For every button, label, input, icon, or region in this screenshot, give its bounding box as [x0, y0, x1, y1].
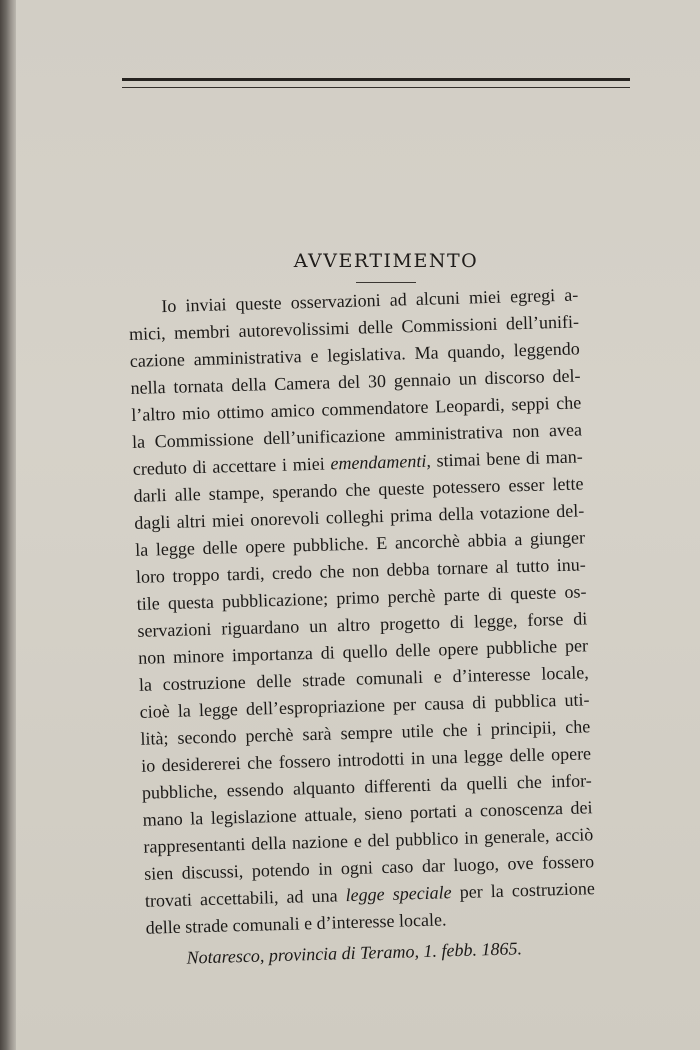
text-line: darli alle stampe, sperando che queste potessero esser lette	[133, 473, 584, 506]
text-segment: creduto di accettare i miei	[132, 453, 331, 479]
text-line: la Commissione dell’unificazione amministrativa non avea	[131, 419, 583, 452]
text-line: sien discussi, potendo in ogni caso dar luogo, ove fossero	[143, 851, 595, 884]
top-rule-thick	[122, 78, 630, 81]
heading-underline	[356, 282, 416, 283]
text-line: io desidererei che fossero introdotti in una legge delle opere	[140, 743, 592, 776]
text-line: mici, membri autorevolissimi delle Commissioni dell’unifi-	[128, 311, 580, 344]
book-page	[16, 0, 700, 1050]
text-line: lità; secondo perchè sarà sempre utile che i principii, che	[140, 716, 591, 749]
text-line: Io inviai queste osservazioni ad alcuni miei egregi a-	[161, 284, 579, 317]
text-line: delle strade comunali e d’interesse locale.	[145, 909, 447, 938]
text-line: la costruzione delle strade comunali e d’interesse locale,	[138, 662, 590, 695]
text-line: rappresentanti della nazione e del pubblico in generale, acciò	[143, 824, 594, 857]
page-heading: AVVERTIMENTO	[293, 250, 479, 272]
signature-line: Notaresco, provincia di Teramo, 1. febb. 1865.	[186, 938, 523, 968]
text-line: servazioni riguardano un altro progetto di legge, forse di	[137, 608, 588, 641]
text-line: non minore importanza di quello delle opere pubbliche per	[137, 635, 589, 668]
italic-term-emendamenti: emendamenti,	[330, 450, 432, 474]
text-segment: trovati accettabili, ad una	[144, 885, 346, 911]
text-line: la legge delle opere pubbliche. E ancorchè abbia a giunger	[134, 527, 586, 560]
text-line: dagli altri miei onorevoli colleghi prima della votazione del-	[134, 500, 585, 533]
text-segment: per la costruzione	[451, 878, 596, 903]
text-line: mano la legislazione attuale, sieno portati a conoscenza dei	[142, 797, 593, 830]
italic-term-legge-speciale: legge speciale	[345, 882, 452, 906]
text-line: nella tornata della Camera del 30 gennaio un discorso del-	[130, 365, 581, 398]
text-segment: stimai bene di man-	[430, 446, 583, 471]
body-text	[128, 281, 597, 972]
text-line: cioè la legge dell’espropriazione per causa di pubblica uti-	[139, 689, 590, 722]
text-line: pubbliche, essendo alquanto differenti da quelli che infor-	[141, 770, 593, 803]
text-line: loro troppo tardi, credo che non debba tornare al tutto inu-	[135, 554, 587, 587]
text-line: cazione amministrativa e legislativa. Ma quando, leggendo	[129, 338, 580, 371]
text-line: l’altro mio ottimo amico commendatore Leopardi, seppi che	[131, 392, 582, 425]
text-line: tile questa pubblicazione; primo perchè parte di queste os-	[136, 581, 587, 614]
top-rule-thin	[122, 87, 630, 88]
